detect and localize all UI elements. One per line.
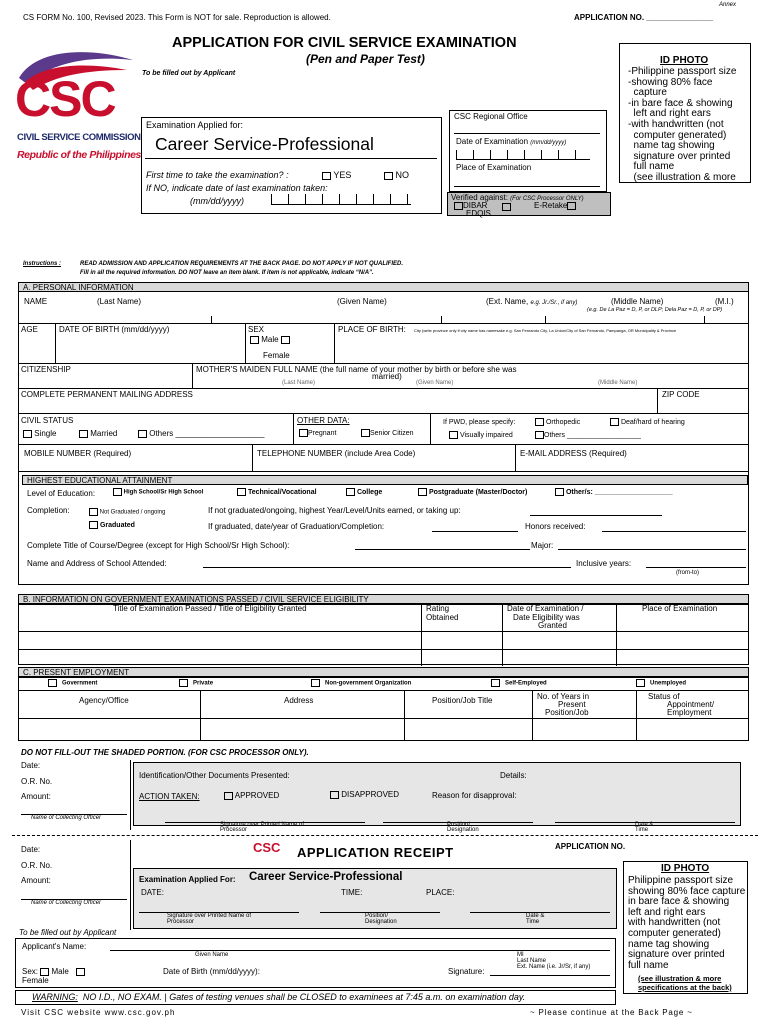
inclusive-label: Inclusive years: xyxy=(576,559,632,568)
deaf-checkbox[interactable] xyxy=(610,418,619,426)
course-label: Complete Title of Course/Degree (except for High School/Sr High School): xyxy=(27,541,290,550)
email-label: E-MAIL ADDRESS (Required) xyxy=(520,449,627,458)
exam-applied-box xyxy=(141,117,442,214)
mi-label: (M.I.) xyxy=(715,297,734,306)
visual-checkbox[interactable] xyxy=(449,431,458,439)
female-checkbox[interactable] xyxy=(281,336,290,344)
receipt-exam-value: Career Service-Professional xyxy=(249,871,403,883)
edqis-checkbox[interactable] xyxy=(502,203,511,211)
gov-exam-table xyxy=(18,604,749,665)
first-time-question: First time to take the examination? : xyxy=(146,170,289,180)
mi-example: (e.g. De La Paz = D, P, or DLP; Dela Paz = D, P, or DP) xyxy=(587,307,723,313)
completion-label: Completion: xyxy=(27,506,70,515)
age-label: AGE xyxy=(21,325,38,334)
mother-married-label: married) xyxy=(372,372,402,381)
grad-checkbox[interactable] xyxy=(89,521,98,529)
hs-checkbox[interactable] xyxy=(113,488,122,496)
page-title: APPLICATION FOR CIVIL SERVICE EXAMINATION xyxy=(172,35,517,51)
major-label: Major: xyxy=(531,541,554,550)
school-label: Name and Address of School Attended: xyxy=(27,559,167,568)
id-photo-requirements: -Philippine passport size -showing 80% face capture -in bare face & showing left and right ears -with handwritten (not computer generated) name tag showing signature over printed full name (see illustration & more xyxy=(628,66,737,183)
id-photo-box[interactable] xyxy=(619,43,751,183)
footer-continue: ~ Please continue at the Back Page ~ xyxy=(530,1008,693,1017)
instructions-label: Instructions : xyxy=(23,261,62,267)
unemployed-checkbox[interactable] xyxy=(636,679,645,687)
sex-label: SEX xyxy=(248,325,265,334)
instructions-line1: READ ADMISSION AND APPLICATION REQUIREMENTS AT THE BACK PAGE. DO NOT APPLY IF NOT QUALIFIED. xyxy=(80,261,404,267)
gov-exam-header: B. INFORMATION ON GOVERNMENT EXAMINATIONS PASSED / CIVIL SERVICE ELIGIBILITY xyxy=(18,594,749,604)
receipt-male-checkbox[interactable] xyxy=(40,968,49,976)
dob-label: DATE OF BIRTH (mm/dd/yyyy) xyxy=(59,325,170,334)
pregnant-checkbox[interactable] xyxy=(299,429,308,437)
education-header: HIGHEST EDUCATIONAL ATTAINMENT xyxy=(22,475,748,485)
level-label: Level of Education: xyxy=(27,489,96,498)
personal-info-header: A. PERSONAL INFORMATION xyxy=(18,282,749,292)
pob-note: City (write province only if city name has namesake e.g. San Fernando City, La Union/City of San Fernando, Pampanga, OR Municipality & Province xyxy=(414,328,677,333)
self-employed-checkbox[interactable] xyxy=(491,679,500,687)
if-no-label: If NO, indicate date of last examination taken: xyxy=(146,183,328,193)
exam-applied-value[interactable]: Career Service-Professional xyxy=(155,134,374,154)
csc-logo xyxy=(15,48,141,166)
annex-label: Annex xyxy=(719,2,737,8)
private-checkbox[interactable] xyxy=(179,679,188,687)
pwd-others-checkbox[interactable] xyxy=(535,431,544,439)
gov-exam-col-title: Title of Examination Passed / Title of Eligibility Granted xyxy=(113,604,307,613)
last-name-label: (Last Name) xyxy=(97,297,142,306)
civil-others-checkbox[interactable] xyxy=(138,430,147,438)
edu-others-checkbox[interactable] xyxy=(555,488,564,496)
receipt-filled-by: To be filled out by Applicant xyxy=(19,928,117,937)
female-label: Female xyxy=(263,351,290,360)
telephone-label: TELEPHONE NUMBER (include Area Code) xyxy=(257,449,416,458)
not-grad-checkbox[interactable] xyxy=(89,508,98,516)
logo-letters: CSC xyxy=(15,71,115,127)
edqis-label: EDQIS xyxy=(466,209,491,218)
pg-checkbox[interactable] xyxy=(418,488,427,496)
regional-office-label: CSC Regional Office xyxy=(454,112,528,121)
yes-label: YES xyxy=(333,170,352,180)
last-exam-date-input[interactable] xyxy=(271,194,411,205)
yes-checkbox[interactable] xyxy=(322,172,331,180)
male-checkbox[interactable] xyxy=(250,336,259,344)
receipt-id-photo-box[interactable]: ID PHOTO Philippine passport size showing 80% face capture in bare face & showing left and right ears with handwritten (not computer generated) name tag showing signature over printed full name (see illustration & more specifications at the back) xyxy=(623,861,748,994)
logo-org: CIVIL SERVICE COMMISSION xyxy=(17,132,141,143)
name-label: NAME xyxy=(24,297,48,306)
gov-checkbox[interactable] xyxy=(48,679,57,687)
from-to-label: (from-to) xyxy=(676,570,699,576)
if-grad-label: If graduated, date/year of Graduation/Completion: xyxy=(208,522,385,531)
no-checkbox[interactable] xyxy=(384,172,393,180)
married-checkbox[interactable] xyxy=(79,430,88,438)
receipt-title: APPLICATION RECEIPT xyxy=(297,845,454,860)
no-label: NO xyxy=(395,170,410,180)
single-checkbox[interactable] xyxy=(23,430,32,438)
approved-checkbox[interactable] xyxy=(224,792,233,800)
given-name-label: (Given Name) xyxy=(337,297,387,306)
id-photo-title: ID PHOTO xyxy=(660,55,709,66)
warning-box: WARNING: NO I.D., NO EXAM. | Gates of testing venues shall be CLOSED to examinees at 7:45 a.m. on examination day. xyxy=(15,990,616,1005)
zip-label: ZIP CODE xyxy=(662,390,700,399)
exam-applied-label: Examination Applied for: xyxy=(146,120,244,130)
ortho-checkbox[interactable] xyxy=(535,418,544,426)
senior-checkbox[interactable] xyxy=(361,429,370,437)
regional-office-box xyxy=(449,110,607,192)
instructions-line2: Fill in all the required information. DO NOT leave an item blank. If item is not applicable, indicate “N/A”. xyxy=(80,270,374,276)
receipt-logo: CSC xyxy=(253,840,281,855)
pob-label: PLACE OF BIRTH: xyxy=(338,325,406,334)
disapproved-checkbox[interactable] xyxy=(330,791,339,799)
college-checkbox[interactable] xyxy=(346,488,355,496)
date-format-label: (mm/dd/yyyy) xyxy=(190,196,244,206)
form-number: CS FORM No. 100, Revised 2023. This Form is NOT for sale. Reproduction is allowed. xyxy=(23,13,331,22)
cut-line xyxy=(12,835,758,836)
gov-exam-col-place: Place of Examination xyxy=(642,604,718,613)
if-not-grad-label: If not graduated/ongoing, highest Year/Level/Units earned, or taking up: xyxy=(208,506,461,515)
other-data-label: OTHER DATA: xyxy=(297,416,350,425)
citizenship-label: CITIZENSHIP xyxy=(21,365,71,374)
civil-status-label: CIVIL STATUS xyxy=(21,416,74,425)
ngo-checkbox[interactable] xyxy=(311,679,320,687)
mobile-label: MOBILE NUMBER (Required) xyxy=(24,449,132,458)
dibar-checkbox[interactable] xyxy=(454,202,463,210)
honors-label: Honors received: xyxy=(525,522,586,531)
processor-note: DO NOT FILL-OUT THE SHADED PORTION. (FOR CSC PROCESSOR ONLY). xyxy=(21,748,309,757)
middle-name-label: (Middle Name) xyxy=(611,297,664,306)
place-of-exam-label: Place of Examination xyxy=(456,163,532,172)
employment-header: C. PRESENT EMPLOYMENT xyxy=(18,667,749,677)
filled-by-note: To be filled out by Applicant xyxy=(142,70,236,77)
mother-name-label: MOTHER'S MAIDEN FULL NAME (the full name of your mother by birth or before she was xyxy=(196,365,517,374)
eretake-checkbox[interactable] xyxy=(567,202,576,210)
exam-date-input[interactable] xyxy=(456,150,590,160)
receipt-female-checkbox[interactable] xyxy=(76,968,85,976)
date-of-exam-label: Date of Examination (mm/dd/yyyy) xyxy=(456,137,567,146)
logo-country: Republic of the Philippines xyxy=(17,149,141,161)
eretake-label: E-Retake xyxy=(534,201,568,210)
address-label: COMPLETE PERMANENT MAILING ADDRESS xyxy=(21,390,193,399)
application-number[interactable]: APPLICATION NO. _______________ xyxy=(574,13,714,22)
receipt-app-no: APPLICATION NO. xyxy=(555,842,626,851)
page-subtitle: (Pen and Paper Test) xyxy=(306,52,425,66)
tv-checkbox[interactable] xyxy=(237,488,246,496)
footer-website[interactable]: Visit CSC website www.csc.gov.ph xyxy=(21,1008,176,1017)
verified-label: Verified against: xyxy=(451,193,508,202)
verified-box: Verified against: (For CSC Processor ONLY) DIBAR EDQIS E-Retake xyxy=(447,192,611,216)
pwd-label: If PWD, please specify: xyxy=(443,419,516,426)
